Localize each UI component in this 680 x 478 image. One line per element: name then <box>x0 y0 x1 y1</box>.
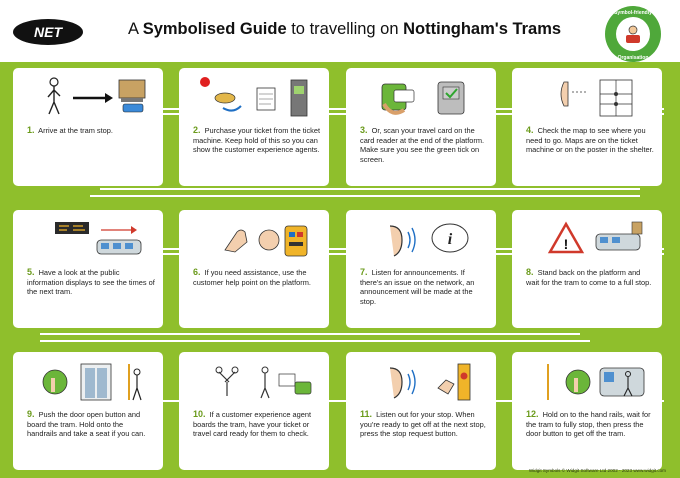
ticket-check-icon <box>187 358 321 406</box>
step-card-9 <box>13 352 163 470</box>
announcement-listen-icon <box>354 216 488 264</box>
copyright-footer: Widgit Symbols © Widgit Software Ltd 2002 - 2023 www.widgit.com <box>528 468 666 473</box>
ticket-purchase-icon <box>187 74 321 122</box>
warning-stand-back-icon <box>520 216 654 264</box>
step-card-1 <box>13 68 163 186</box>
step-text-12: 12. Hold on to the hand rails, wait for the tram to fully stop, then press the door button to get off the tram. <box>526 409 651 439</box>
step-card-8 <box>512 210 662 328</box>
svg-text:!: ! <box>563 236 569 252</box>
step-card-12 <box>512 352 662 470</box>
step-text-8: 8. Stand back on the platform and wait for the tram to come to a full stop. <box>526 267 652 287</box>
net-logo <box>12 18 84 46</box>
step-text-1: 1. Arrive at the tram stop. <box>27 125 113 135</box>
step-card-7 <box>346 210 496 328</box>
step-card-10 <box>179 352 329 470</box>
track-line-turn1b <box>90 195 640 197</box>
step-text-6: 6. If you need assistance, use the customer help point on the platform. <box>193 267 311 287</box>
information-display-icon <box>21 216 155 264</box>
svg-text:i: i <box>447 231 453 248</box>
track-line-turn2 <box>40 333 580 335</box>
map-check-icon <box>520 74 654 122</box>
step-text-9: 9. Push the door open button and board the tram. Hold onto the handrails and take a seat if you can. <box>27 409 146 439</box>
svg-text:Symbol-friendly: Symbol-friendly <box>614 10 652 16</box>
stop-request-icon <box>354 358 488 406</box>
step-text-5: 5. Have a look at the public information displays to see the times of the next tram. <box>27 267 155 297</box>
step-card-6 <box>179 210 329 328</box>
track-line-turn2b <box>40 340 590 342</box>
step-card-4 <box>512 68 662 186</box>
symbol-friendly-badge <box>603 4 663 64</box>
logo-text: NET <box>34 24 62 40</box>
step-card-11 <box>346 352 496 470</box>
exit-tram-icon <box>520 358 654 406</box>
step-text-11: 11. Listen out for your stop. When you're ready to get off at the next stop, press the stop request button. <box>360 409 486 439</box>
page-title: A Symbolised Guide to travelling on Nottingham's Trams <box>128 20 562 38</box>
door-button-board-icon <box>21 358 155 406</box>
step-text-4: 4. Check the map to see where you need to go. Maps are on the ticket machine or on the poster in the shelter. <box>526 125 654 155</box>
walking-person-icon <box>21 74 155 122</box>
track-line-turn1 <box>100 188 640 190</box>
header <box>0 0 680 62</box>
step-text-3: 3. Or, scan your travel card on the card reader at the end of the platform. Make sure you see the green tick on screen. <box>360 125 485 164</box>
step-text-7: 7. Listen for announcements. If there's an issue on the network, an announcement will be made at the stop. <box>360 267 475 306</box>
step-card-5 <box>13 210 163 328</box>
svg-text:Organisation: Organisation <box>617 55 649 61</box>
travel-card-scan-icon <box>354 74 488 122</box>
step-card-2 <box>179 68 329 186</box>
step-text-2: 2. Purchase your ticket from the ticket machine. Keep hold of this so you can show the customer experience agents. <box>193 125 320 155</box>
help-point-icon <box>187 216 321 264</box>
step-card-3 <box>346 68 496 186</box>
step-text-10: 10. If a customer experience agent boards the tram, have your ticket or travel card ready for them to check. <box>193 409 312 439</box>
